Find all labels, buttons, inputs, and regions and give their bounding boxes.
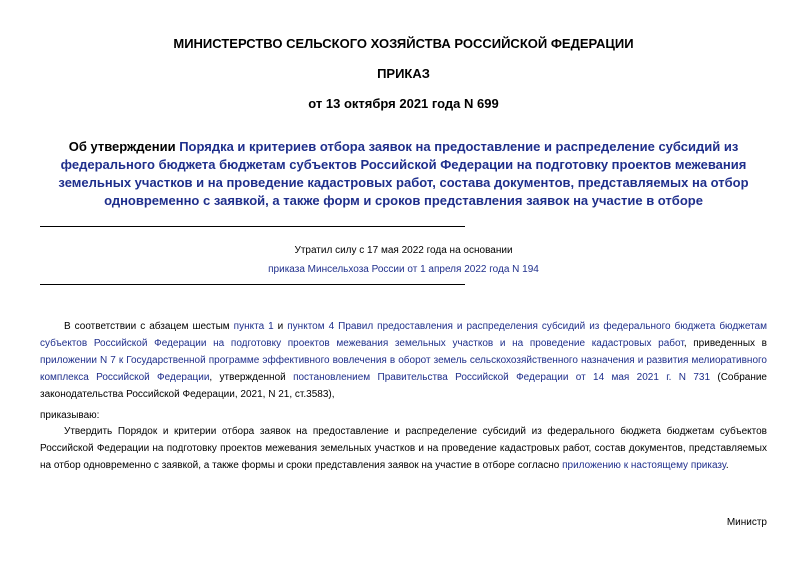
p1-text-d: , утвержденной xyxy=(209,372,294,383)
p1-link-resolution[interactable]: постановлением Правительства Российской Федерации от 14 мая 2021 г. N 731 xyxy=(293,372,711,383)
date-number-heading: от 13 октября 2021 года N 699 xyxy=(308,96,499,111)
ministry-heading: МИНИСТЕРСТВО СЕЛЬСКОГО ХОЗЯЙСТВА РОССИЙСКОЙ ФЕДЕРАЦИИ xyxy=(173,36,634,51)
divider-top xyxy=(40,226,465,227)
p2-text-a: Утвердить Порядок и критерии отбора заявок на предоставление и распределение субсидий из федерального бюджета бюджетам субъектов Российской Федерации на подготовку проектов межевания земельных участков и на проведение кадастровых работ, состав документов, представляемых на отбор одновременно с заявкой, а также формы и сроки представления заявок на участие в отборе согласно xyxy=(40,426,767,471)
title-link[interactable]: Порядка и критериев отбора заявок на предоставление и распределение субсидий из федерального бюджета бюджетам субъектов Российской Федерации на подготовку проектов межевания земельных участков и на проведение кадастровых работ, состава документов, представляемых на отбор одновременно с заявкой, а также форм и сроков представления заявок на участие в отборе xyxy=(58,139,749,208)
paragraph-basis xyxy=(40,318,767,403)
signature: Министр xyxy=(726,517,767,528)
doc-type-heading: ПРИКАЗ xyxy=(377,66,430,81)
p2-link-appendix[interactable]: приложению к настоящему приказу xyxy=(562,460,726,471)
p1-text-b: и xyxy=(273,321,288,332)
orders-word: приказываю: xyxy=(40,410,100,421)
p1-link-appendix[interactable]: приложении N 7 к Государственной программе эффективного вовлечения в оборот земель сельскохозяйственного назначения и развития мелиоративного комплекса Российской Федерации xyxy=(40,355,767,383)
status-note-text: Утратил силу с 17 мая 2022 года на основании xyxy=(294,245,513,256)
p2-text-b: . xyxy=(725,460,729,471)
title-prefix: Об утверждении xyxy=(68,139,180,154)
status-note-link[interactable]: приказа Минсельхоза России от 1 апреля 2022 года N 194 xyxy=(268,264,539,275)
p1-link-rules[interactable]: пунктом 4 Правил предоставления и распределения субсидий из федерального бюджета бюджетам субъектов Российской Федерации на подготовку проектов межевания земельных участков и на проведение кадастровых работ xyxy=(40,321,767,349)
p1-link-point1[interactable]: пункта 1 xyxy=(233,321,274,332)
paragraph-approve xyxy=(40,423,767,474)
p1-text-a: В соответствии с абзацем шестым xyxy=(64,321,234,332)
status-note-line2 xyxy=(40,264,767,275)
p1-text-e: (Собрание законодательства Российской Федерации, 2021, N 21, ст.3583), xyxy=(40,372,767,400)
divider-bottom xyxy=(40,284,465,285)
p1-text-c: , приведенных в xyxy=(683,338,767,349)
document-title xyxy=(40,138,767,210)
